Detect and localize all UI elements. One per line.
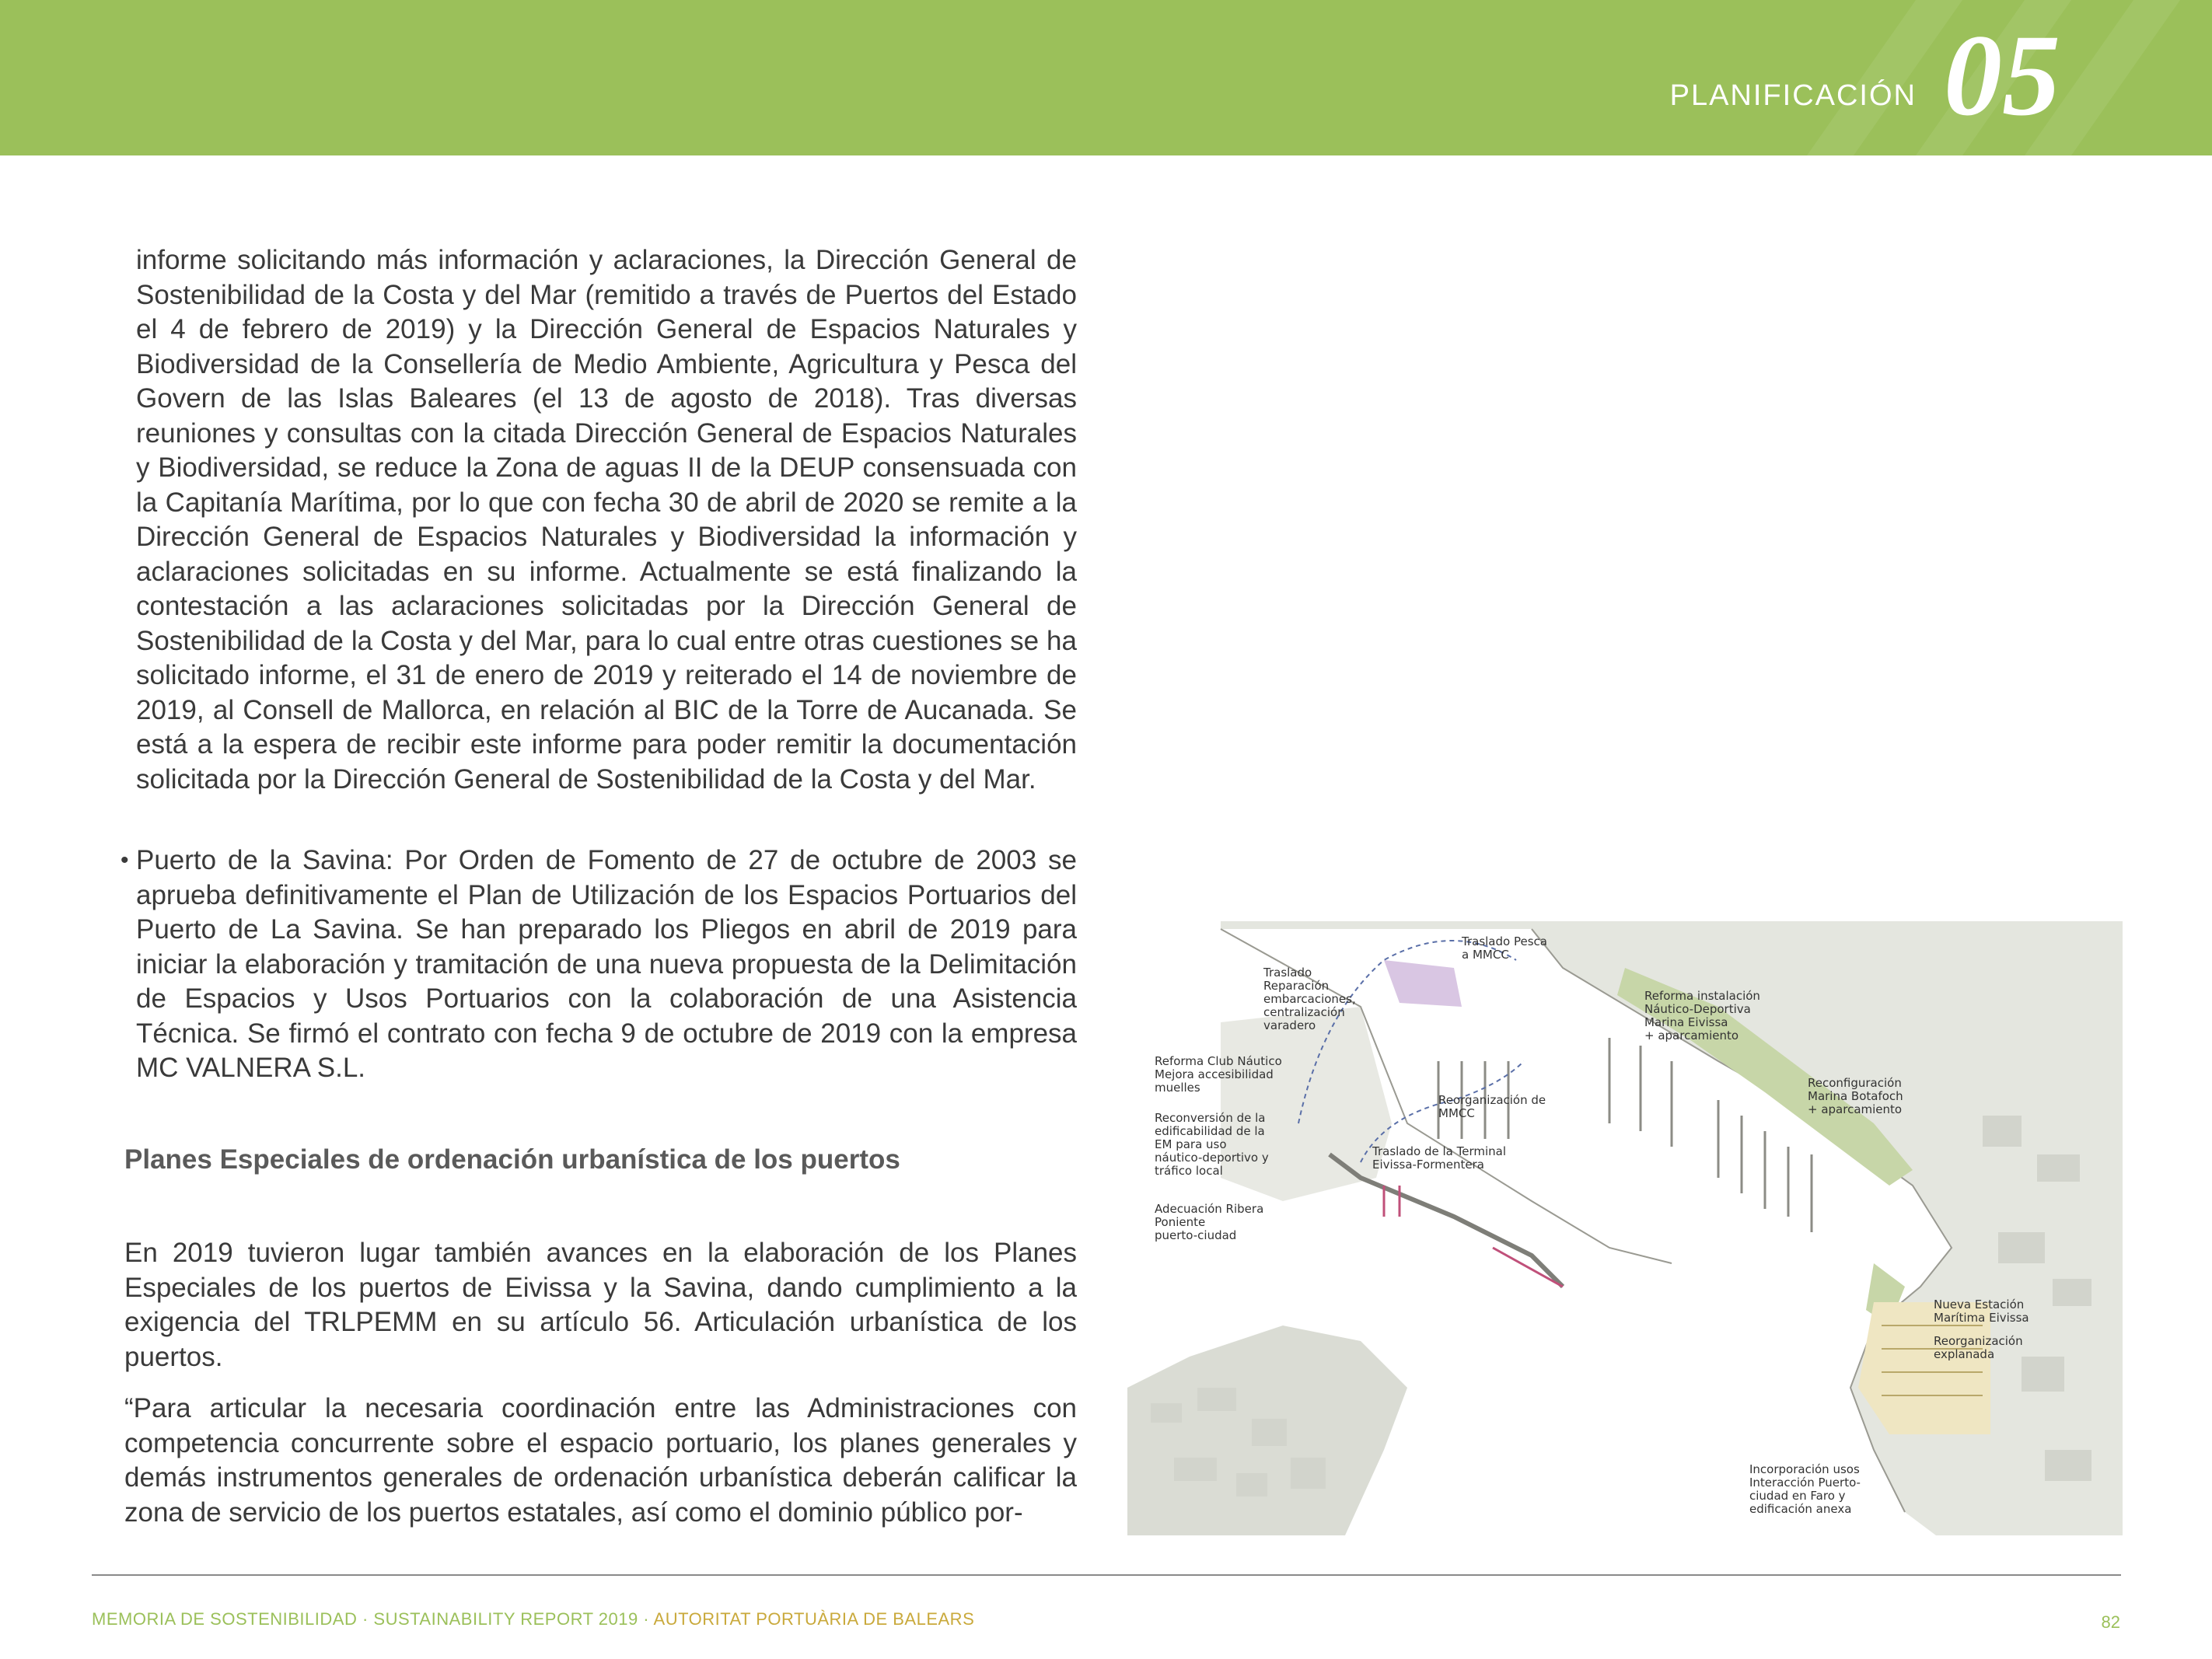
map-label: Traslado Pesca a MMCC — [1462, 934, 1547, 962]
body-paragraph — [124, 1236, 1077, 1374]
paragraph-text: “Para articular la necesaria coordinación entre las Administraciones con competencia concurrente sobre el espacio portuario, los planes generales y demás instrumentos generales de ordenación urbanística deberán calificar la zona de servicio de los puertos estatales, así como el dominio público por- — [124, 1393, 1077, 1528]
body-paragraph — [136, 243, 1077, 797]
map-label: Reforma instalación Náutico-Deportiva Marina Eivissa + aparcamiento — [1644, 989, 1760, 1043]
map-label: Nueva Estación Marítima Eivissa — [1934, 1298, 2029, 1325]
body-paragraph — [124, 1392, 1077, 1530]
map-label: Reconversión de la edificabilidad de la EM para uso náutico-deportivo y tráfico local — [1155, 1111, 1269, 1178]
paragraph-text: En 2019 tuvieron lugar también avances en la elaboración de los Planes Especiales de los puertos de Eivissa y la Savina, dando cumplimiento a la exigencia del TRLPEMM en su artículo 56. Articulación urbanística de los puertos. — [124, 1238, 1077, 1372]
header-band — [0, 0, 2212, 155]
paragraph-text: informe solicitando más información y aclaraciones, la Dirección General de Sostenibilidad de la Costa y del Mar (remitido a través de Puertos del Estado el 4 de febrero de 2019) y la Dirección General de Espacios Naturales y Biodiversidad de la Consellería de Medio Ambiente, Agricultura y Pesca del Govern de las Islas Baleares (el 13 de agosto de 2018). Tras diversas reuniones y consultas con la citada Dirección General de Espacios Naturales y Biodiversidad, se reduce la Zona de aguas II de la DEUP consensuada con la Capitanía Marítima, por lo que con fecha 30 de abril de 2020 se remite a la Dirección General de Espacios Naturales y Biodiversidad la información y aclaraciones solicitadas en su informe. Actualmente se está finalizando la contestación a las aclaraciones solicitadas por la Dirección General de Sostenibilidad de la Costa y del Mar, para lo cual entre otras cuestiones se ha solicitado informe, el 31 de enero de 2019 y reiterado el 14 de noviembre de 2019, al Consell de Mallorca, en relación al BIC de la Torre de Aucanada. Se está a la espera de recibir este informe para poder remitir la documentación solicitada por la Dirección General de Sostenibilidad de la Costa y del Mar. — [136, 245, 1077, 795]
section-subheading: Planes Especiales de ordenación urbanística de los puertos — [124, 1144, 900, 1175]
footer-text — [92, 1609, 974, 1629]
map-label: Reforma Club Náutico Mejora accesibilidad muelles — [1155, 1054, 1282, 1095]
section-number: 05 — [1944, 11, 2060, 140]
footer-report-title: MEMORIA DE SOSTENIBILIDAD · SUSTAINABILITY REPORT 2019 · — [92, 1609, 654, 1629]
bullet-icon: • — [121, 847, 129, 873]
bullet-text: Puerto de la Savina: Por Orden de Fomento de 27 de octubre de 2003 se aprueba definitivamente el Plan de Utilización de los Espacios Portuarios del Puerto de La Savina. Se han preparado los Pliegos en abril de 2019 para iniciar la elaboración y tramitación de una nueva propuesta de la Delimitación de Espacios y Usos Portuarios con la colaboración de una Asistencia Técnica. Se firmó el contrato con fecha 9 de octubre de 2019 con la empresa MC VALNERA S.L. — [136, 845, 1077, 1083]
map-label: Adecuación Ribera Poniente puerto-ciudad — [1155, 1202, 1264, 1242]
footer-authority: AUTORITAT PORTUÀRIA DE BALEARS — [653, 1609, 975, 1629]
map-label: Traslado Reparación embarcaciones, centralización varadero — [1263, 966, 1356, 1032]
map-label: Reorganización explanada — [1934, 1334, 2023, 1361]
port-plan-map — [1127, 921, 2123, 1535]
map-label: Traslado de la Terminal Eivissa-Formentera — [1372, 1144, 1506, 1172]
map-label: Reconfiguración Marina Botafoch + aparcamiento — [1808, 1076, 1903, 1116]
bullet-list-item — [121, 843, 1077, 1086]
footer-divider — [92, 1574, 2121, 1576]
map-label: Reorganización de MMCC — [1438, 1093, 1546, 1120]
section-title: PLANIFICACIÓN — [1669, 79, 1917, 112]
page-number: 82 — [2101, 1612, 2120, 1632]
map-label: Incorporación usos Interacción Puerto- ciudad en Faro y edificación anexa — [1749, 1462, 1861, 1516]
